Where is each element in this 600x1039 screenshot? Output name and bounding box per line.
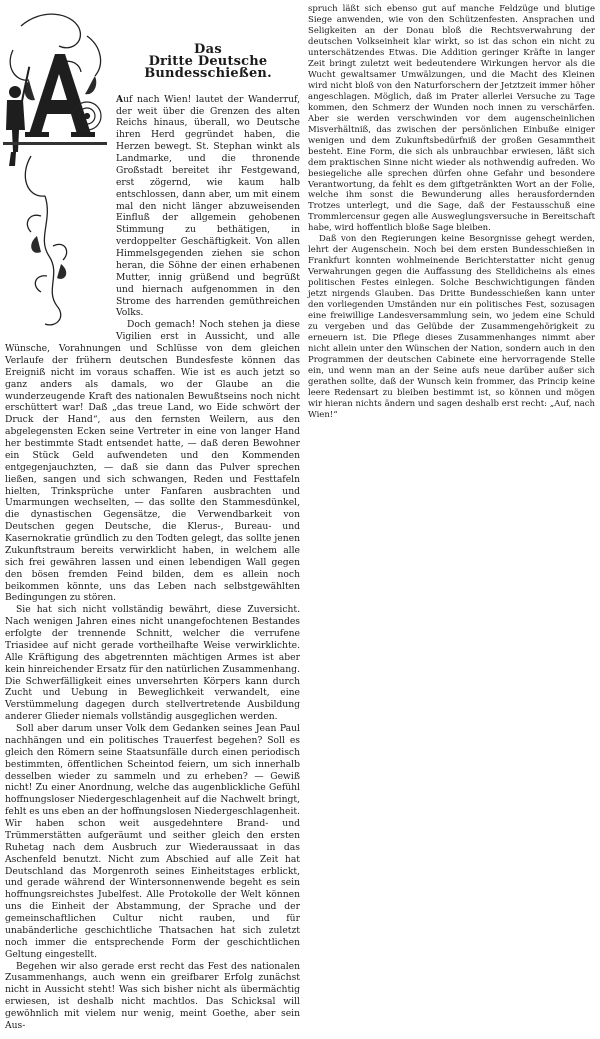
article-paragraph: Soll aber darum unser Volk dem Gedanken seines Jean Paul nachhängen und ein politisches Trauerfest begehen? Soll es gleich den Römern seine Staatsunfälle durch einen periodisch bestimmten, öffentlichen Scheintod feiern, um sich innerhalb desselben wieder zu sammeln und zu erheben? — Gewiß nicht! Zu einer Anordnung, welche das augenblickliche Gefühl hoffnungsloser Niedergeschlagenheit auf die Nachwelt bringt, fehlt es uns eben an der hoffnungslosen Niedergeschlagenheit. Wir haben schon weit ausgedehntere Brand- und Trümmerstätten aufgeräumt und seither gleich den ersten Ruhetag nach dem Ausbruch zur Wiederaussaat in das Aschenfeld benutzt. Nicht zum Abschied auf alle Zeit hat Deutschland das Morgenroth seines Einheitstages erblickt, und gerade während der Wintersonnenwende begeht es sein hoffnungsreichstes Jubelfest. Alle Protokolle der Welt können uns die Einheit der Abstammung, der Sprache und der gemeinschaftlichen Cultur nicht rauben, und für unabänderliche geschichtliche Thatsachen hat sich zuletzt noch immer die entsprechende Form der geschichtlichen Geltung eingestellt. [5, 723, 300, 960]
right-column-body [308, 4, 595, 421]
title-line-2: Dritte Deutsche Bundesschießen. [144, 53, 272, 81]
decorative-initial-ornament [1, 6, 111, 336]
article-paragraph: Begehen wir also gerade erst recht das Fest des nationalen Zusammenhangs, auch wenn ein greifbarer Erfolg zunächst nicht in Aussicht steht! Was sich bisher nicht als übermächtig erwiesen, ist deshalb nicht machtlos. Das Schicksal will gewöhnlich mit vielem nur wenig, meint Goethe, aber sein Aus- [5, 960, 300, 1031]
article-paragraph: Sie hat sich nicht vollständig bewährt, diese Zuversicht. Nach wenigen Jahren eines nicht unangefochtenen Bestandes erfolgte der trennende Schnitt, welcher die verrufene Triasidee auf nicht gerade vortheilhafte Weise verwirklichte. Alle Kräftigung des abgetrennten mächtigen Armes ist aber kein hinreichender Ersatz für den natürlichen Zusammenhang. Die Schwerfälligkeit eines unversehrten Körpers kann durch Zucht und Uebung in Beweglichkeit verwandelt, eine Verstümmelung dagegen durch stellvertretende Ausbildung anderer Glieder niemals vollständig ausgeglichen werden. [5, 604, 300, 723]
article-paragraph: Auf nach Wien! lautet der Wanderruf, der weit über die Grenzen des alten Reichs hinaus, überall, wo Deutsche ihren Herd gegründet haben, die Herzen bewegt. St. Stephan winkt als Landmarke, und die thronende Großstadt bereitet ihr Festgewand, erst zögernd, wie kaum halb entschlossen, dann aber, um mit einem mal den nicht länger abzuweisenden Einfluß der allgemein gehobenen Stimmung zu bethätigen, in verdoppelter Geschäftigkeit. Von allen Himmelsgegenden ziehen sie schon heran, die Söhne der einen erhabenen Mutter, innig grüßend und begrüßt und hiernach aufgenommen in den Strome des harrenden gemüthreichen Volks. [116, 93, 300, 319]
column-divider [301, 0, 302, 1039]
dropcap-letter: A [116, 93, 124, 105]
article-paragraph: spruch läßt sich ebenso gut auf manche Feldzüge und blutige Siege anwenden, wie von den Schützenfesten. Ansprachen und Seligkeiten an der Donau bloß die Rechtsverwahrung der deutschen Volkseinheit klar wirkt, so ist das schon ein nicht zu unterschätzendes Etwas. Die Addition geringer Kräfte in langer Zeit bringt zuletzt weit bedeutendere Wirkungen hervor als die Wucht gewaltsamer Umwälzungen, und die Macht des Kleinen wird nicht bloß von den Naturforschern der Jetztzeit immer höher angeschlagen. Möglich, daß im Prater allerlei Versuche zu Tage kommen, den Schmerz der Wunden noch innen zu verschärfen. Aber sie werden verschwinden vor dem augenscheinlichen Misverhältniß, das zwischen der persönlichen Einbuße einiger wenigen und dem Zukunftsbedürfniß der großen Gesammtheit besteht. Eine Form, die sich als unbrauchbar erwiesen, läßt sich dem praktischen Sinne nicht wieder als nothwendig aufreden. Wo besiegeliche alle sprechen dürfen ohne Gefahr und besondere Verantwortung, da fehlt es dem giftgetränkten Wort an der Folie, welche ihm sonst die Bewunderung alles herausfordernden Trotzes unterlegt, und die Sage, daß der Festausschuß eine Trommlercensur gegen alle Ausweglungsversuche in Bereitschaft habe, wird hoffentlich bloße Sage bleiben. [308, 4, 595, 234]
article-paragraph: Daß von den Regierungen keine Besorgnisse gehegt werden, lehrt der Augenschein. Noch bei dem ersten Bundesschießen in Frankfurt konnten wohlmeinende Berichterstatter nicht genug Verwahrungen gegen die Auffassung des Stelldicheins als eines politischen Festes einlegen. Solche Beschwichtigungen fänden jetzt nirgends Glauben. Das Dritte Bundesschießen kann unter den vorliegenden Umständen nur ein politisches Fest, sozusagen eine freiwillige Landesversammlung sein, wo jedem eine Schuld zu vergeben und das Gelübde der Zusammengehörigkeit zu erneuern ist. Die Pflege dieses Zusammenhanges nimmt aber nicht allein unter den Wünschen der Nation, sondern auch in den Programmen der deutschen Cabinete eine hervorragende Stelle ein, und wenn man an der Seine aufs neue darüber außer sich gerathen sollte, daß der Wunsch kein frommer, das Princip keine leere Redensart zu bleiben bestimmt ist, so können und mögen wir hieran nichts ändern und sagen deshalb erst recht: „Auf, nach Wien!“ [308, 234, 595, 420]
title-line-1: Das [194, 42, 222, 57]
article-paragraph: Doch gemach! Noch stehen ja diese Vigilien erst in Aussicht, und alle Wünsche, Vorahnungen und Schlüsse von dem gleichen Verlaufe der frühern deutschen Bundesfeste können das Ereigniß nicht im voraus schaffen. Wie ist es auch jetzt so ganz anders als damals, wo der Glaube an die wunderzeugende Kraft des nationalen Bewußtseins noch nicht erschüttert war! Daß „das treue Land, wo Eide schwört der Druck der Hand“, aus den fernsten Weilern, aus den abgelegensten Ecken seine Vertreter in eine von langer Hand her bestimmte Stadt entsendet hatte, — daß deren Bewohner ein Stück Geld aufwendeten und den Kommenden entgegenjauchzten, — daß sie dann das Pulver sprechen ließen, sangen und sich schwangen, Reden und Festtafeln hielten, Trinksprüche unter Fanfaren ausbrachten und Umarmungen wechselten, — das sollte den Stammesdünkel, die dynastischen Gegensätze, die Verwendbarkeit von Deutschen gegen Deutsche, die Klerus-, Bureau- und Kasernokratie gründlich zu den Todten gelegt, das sollte jenen Zukunftstraum bereits verwirklicht haben, in welchem alle sich frei gewähren lassen und einen lebendigen Wall gegen den bösen fremden Feind bilden, dem es allein noch beikommen könnte, uns das Leben nach selbstgewählten Bedingungen zu stören. [5, 319, 300, 604]
right-column [304, 0, 596, 432]
left-column-body [5, 10, 300, 1032]
